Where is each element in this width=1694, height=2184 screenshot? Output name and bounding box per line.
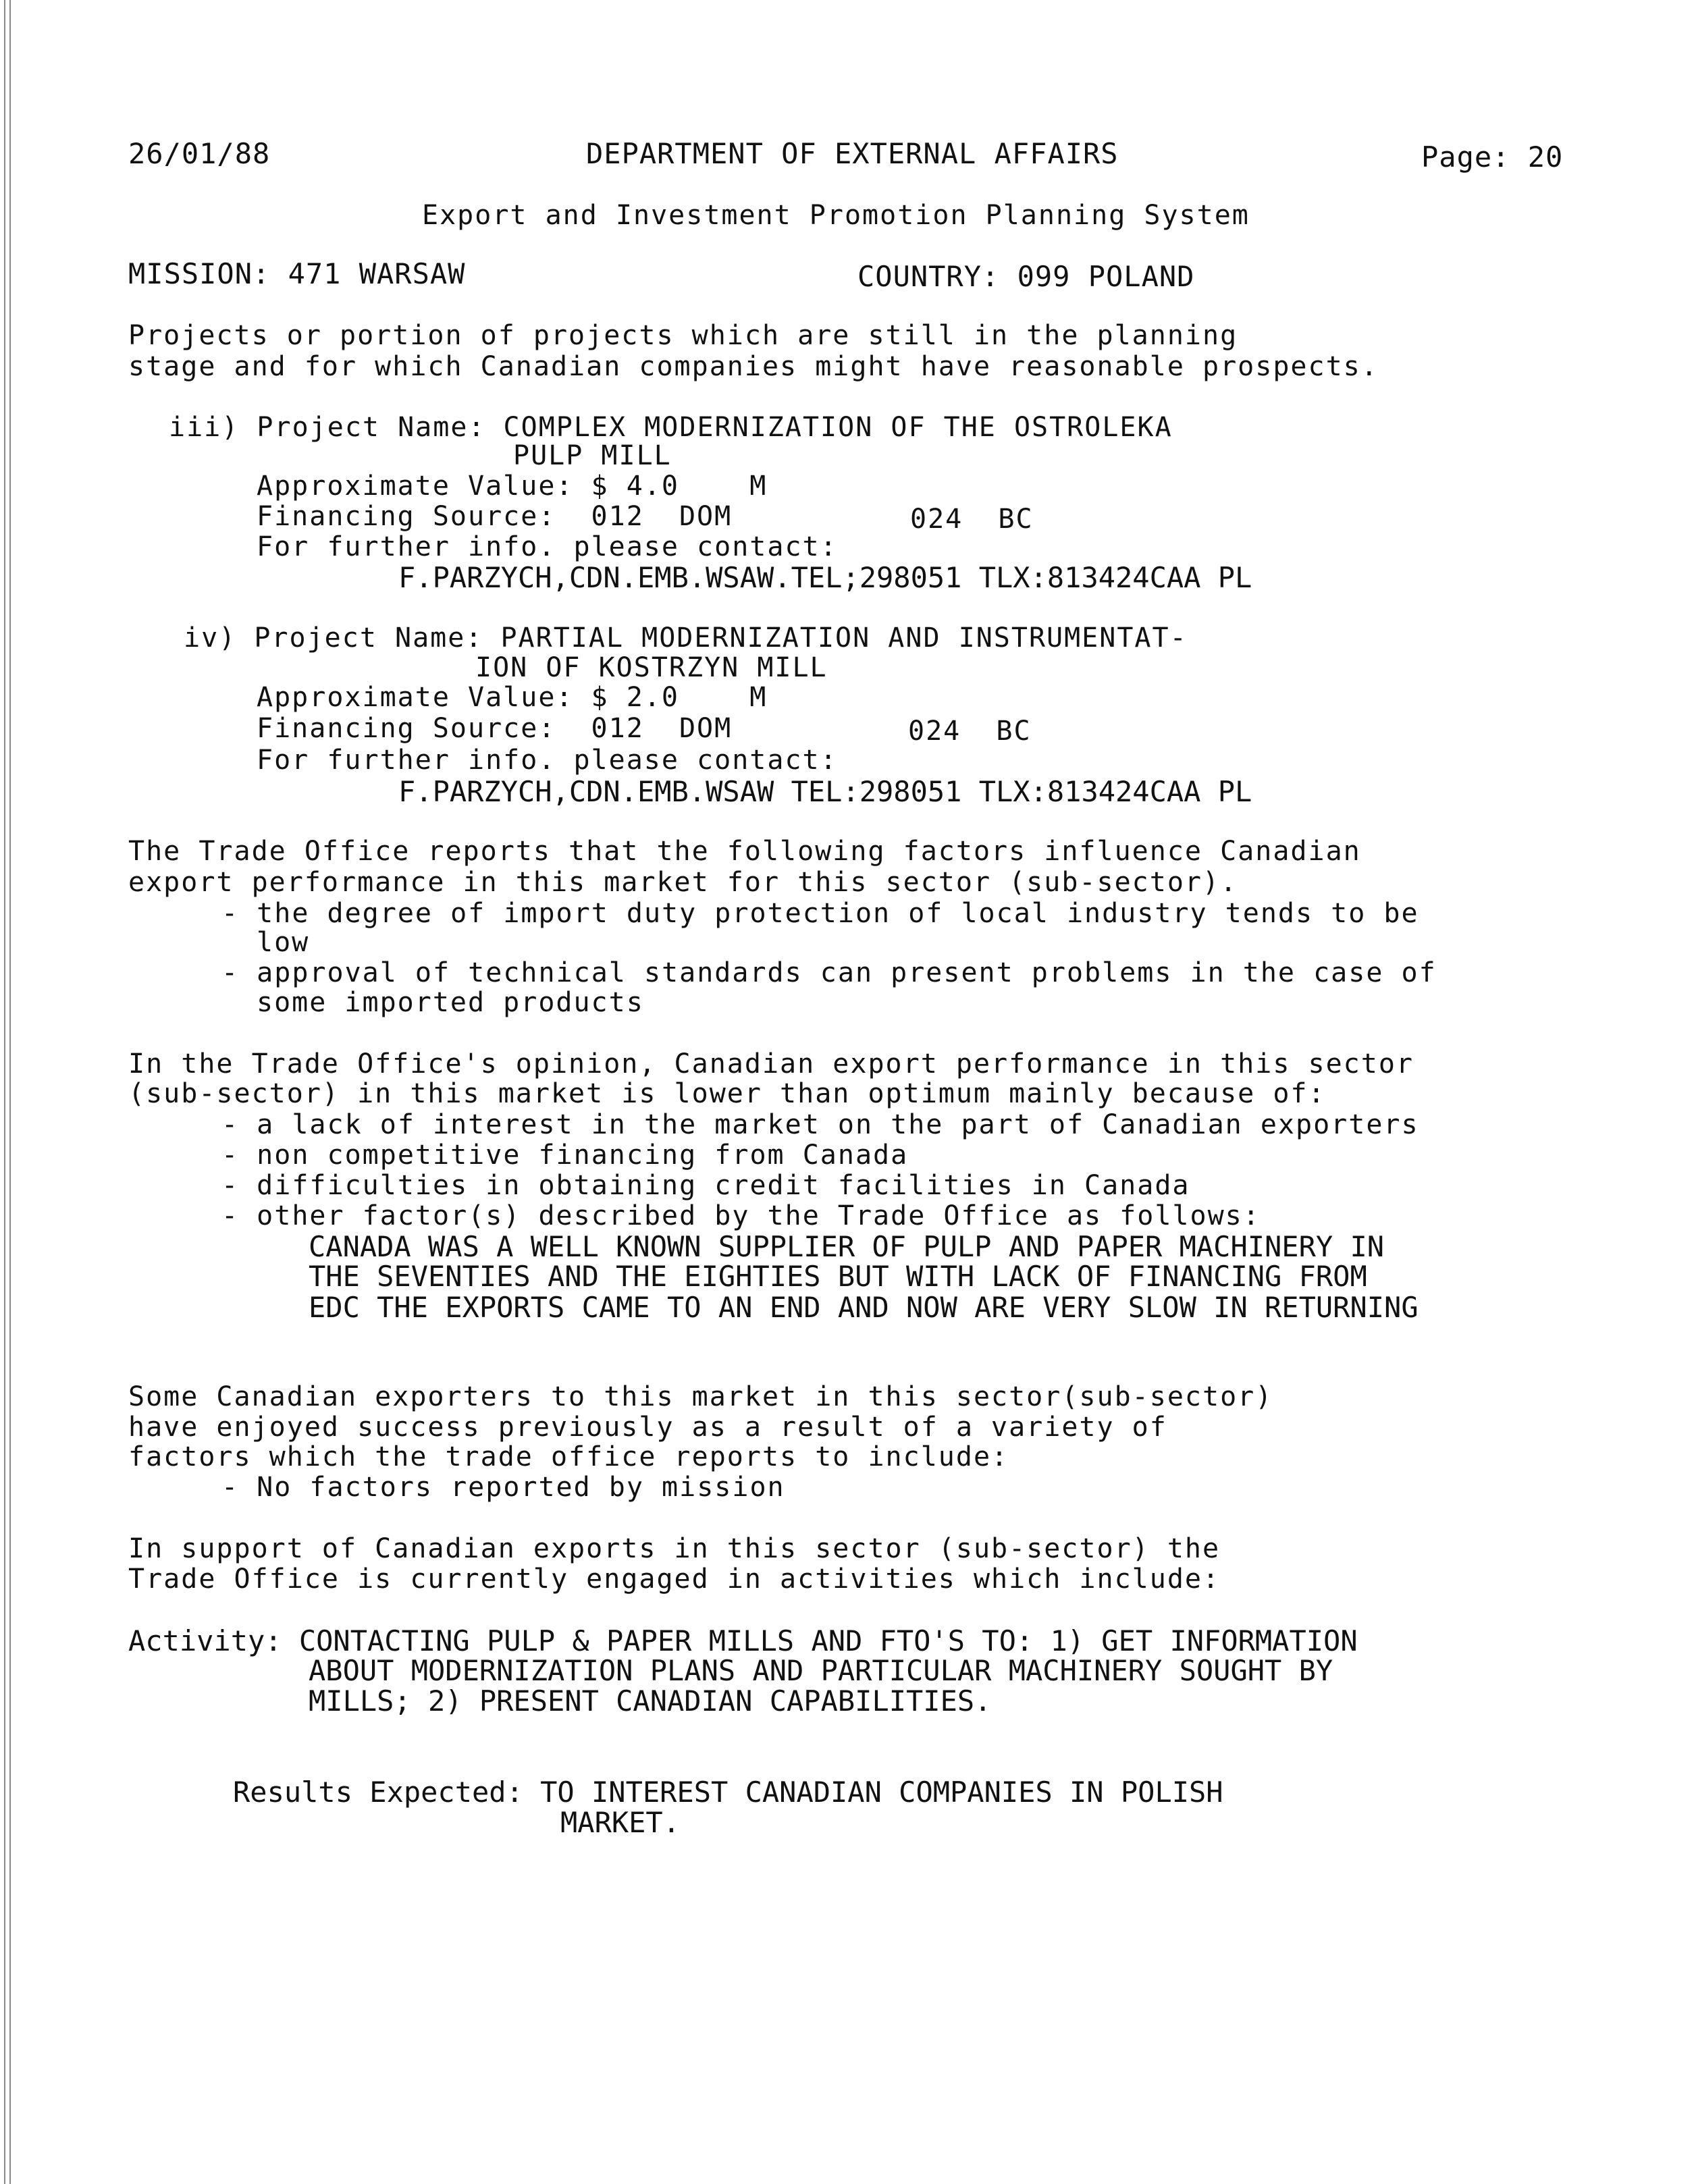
left-edge-line-2 (9, 0, 11, 2184)
further-info: For further info. please contact: (257, 531, 838, 562)
project-name-cont: PULP MILL (513, 440, 672, 471)
contact-line: F.PARZYCH,CDN.EMB.WSAW TEL:298051 TLX:813424CAA PL (398, 775, 1252, 808)
support-line: In support of Canadian exports in this sector (sub-sector) the (128, 1533, 1221, 1564)
success-item: - No factors reported by mission (221, 1472, 785, 1503)
factor-item: - approval of technical standards can present problems in the case of (221, 957, 1437, 988)
intro-line: Projects or portion of projects which are still in the planning (128, 320, 1238, 351)
opinion-detail: CANADA WAS A WELL KNOWN SUPPLIER OF PULP AND PAPER MACHINERY IN (309, 1230, 1385, 1263)
factors-line: The Trade Office reports that the following factors influence Canadian (128, 836, 1361, 867)
results-expected: Results Expected: TO INTEREST CANADIAN COMPANIES IN POLISH (233, 1776, 1223, 1809)
department-title: DEPARTMENT OF EXTERNAL AFFAIRS (586, 137, 1119, 170)
opinion-line: In the Trade Office's opinion, Canadian export performance in this sector (128, 1048, 1414, 1080)
system-title: Export and Investment Promotion Planning System (422, 200, 1250, 231)
success-line: have enjoyed success previously as a result of a variety of (128, 1412, 1167, 1443)
financing-source: Financing Source: 012 DOM (257, 501, 733, 532)
opinion-item: - non competitive financing from Canada (221, 1140, 909, 1171)
factor-item-cont: low (257, 927, 310, 958)
project-name-cont: ION OF KOSTRZYN MILL (475, 652, 828, 683)
success-line: factors which the trade office reports to include: (128, 1441, 1009, 1472)
mission: MISSION: 471 WARSAW (128, 257, 466, 290)
approximate-value: Approximate Value: $ 4.0 M (257, 471, 768, 502)
left-edge-line (4, 0, 5, 2184)
opinion-line: (sub-sector) in this market is lower than optimum mainly because of: (128, 1078, 1326, 1109)
project-name: iv) Project Name: PARTIAL MODERNIZATION AND INSTRUMENTAT- (184, 622, 1188, 654)
activity-line: Activity: CONTACTING PULP & PAPER MILLS AND FTO'S TO: 1) GET INFORMATION (128, 1624, 1358, 1657)
project-name: iii) Project Name: COMPLEX MODERNIZATION OF THE OSTROLEKA (169, 412, 1173, 443)
contact-line: F.PARZYCH,CDN.EMB.WSAW.TEL;298051 TLX:813424CAA PL (398, 561, 1252, 594)
success-line: Some Canadian exporters to this market in this sector(sub-sector) (128, 1381, 1273, 1412)
report-date: 26/01/88 (128, 137, 271, 170)
factors-line: export performance in this market for this sector (sub-sector). (128, 867, 1238, 898)
country: COUNTRY: 099 POLAND (857, 260, 1195, 293)
intro-line: stage and for which Canadian companies might have reasonable prospects. (128, 351, 1379, 382)
factor-item-cont: some imported products (257, 987, 644, 1018)
opinion-detail: EDC THE EXPORTS CAME TO AN END AND NOW ARE VERY SLOW IN RETURNING (309, 1291, 1419, 1324)
page-number: Page: 20 (1421, 140, 1564, 174)
opinion-item: - a lack of interest in the market on the part of Canadian exporters (221, 1109, 1419, 1140)
financing-source-2: 024 BC (908, 716, 1032, 747)
factor-item: - the degree of import duty protection of local industry tends to be (221, 898, 1419, 929)
activity-line: ABOUT MODERNIZATION PLANS AND PARTICULAR MACHINERY SOUGHT BY (309, 1654, 1333, 1687)
opinion-item: - difficulties in obtaining credit facilities in Canada (221, 1170, 1190, 1201)
activity-line: MILLS; 2) PRESENT CANADIAN CAPABILITIES. (309, 1684, 992, 1717)
opinion-item: - other factor(s) described by the Trade Office as follows: (221, 1200, 1261, 1231)
further-info: For further info. please contact: (257, 745, 838, 776)
results-expected-cont: MARKET. (560, 1806, 681, 1839)
financing-source: Financing Source: 012 DOM (257, 713, 733, 744)
support-line: Trade Office is currently engaged in activities which include: (128, 1564, 1221, 1595)
approximate-value: Approximate Value: $ 2.0 M (257, 682, 768, 713)
opinion-detail: THE SEVENTIES AND THE EIGHTIES BUT WITH LACK OF FINANCING FROM (309, 1260, 1367, 1293)
financing-source-2: 024 BC (910, 504, 1034, 535)
